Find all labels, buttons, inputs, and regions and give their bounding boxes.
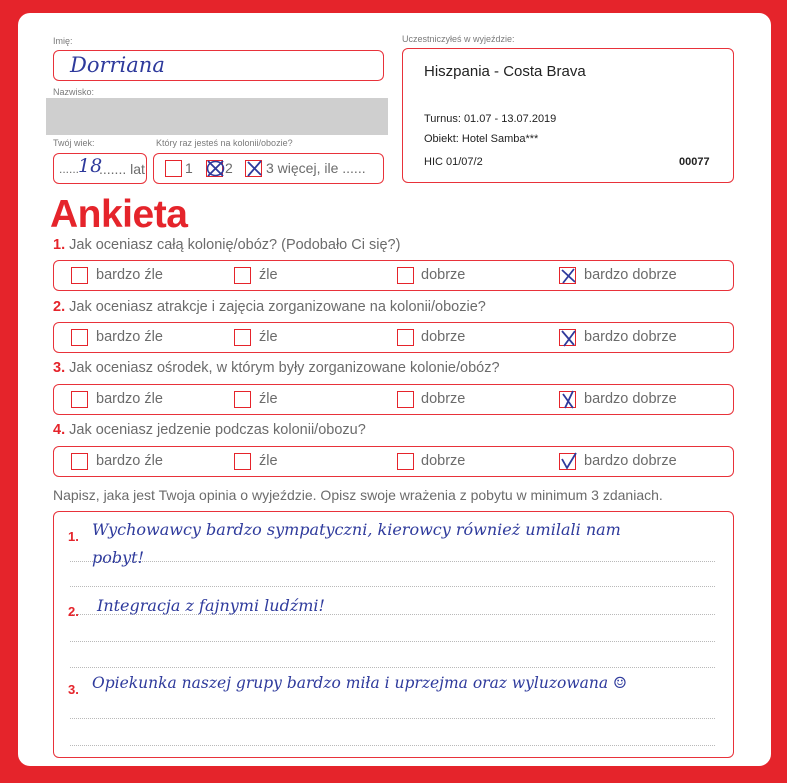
answer-2-num: 2. [68, 604, 79, 619]
question-2-options [53, 322, 734, 353]
q4-checkbox-zle[interactable] [234, 453, 251, 470]
answer-1-line1: Wychowawcy bardzo sympatyczni, kierowcy również umilali nam [92, 520, 621, 539]
answer-line [70, 745, 715, 746]
question-3-num: 3. [53, 360, 66, 376]
q4-label-dobrze: dobrze [421, 453, 466, 469]
question-4 [53, 422, 366, 438]
q4-label-zle: źle [259, 453, 278, 469]
q2-checkbox-dobrze[interactable] [397, 329, 414, 346]
q3-checkbox-dobrze[interactable] [397, 391, 414, 408]
survey-title: Ankieta [50, 193, 188, 236]
trip-number: 00077 [679, 156, 710, 168]
q1-label-dobrze: dobrze [421, 267, 466, 283]
opinion-prompt: Napisz, jaka jest Twoja opinia o wyjeździe. Opisz swoje wrażenia z pobytu w minimum 3 zdaniach. [53, 487, 663, 503]
cross-circle-mark-icon [205, 158, 226, 179]
q1-checkbox-bardzo-zle[interactable] [71, 267, 88, 284]
opinion-box[interactable] [53, 511, 734, 758]
times-checkbox-2[interactable] [206, 160, 223, 177]
question-3 [53, 360, 500, 376]
q4-checkbox-dobrze[interactable] [397, 453, 414, 470]
answer-1-num: 1. [68, 529, 79, 544]
q4-checkbox-bardzo-dobrze[interactable] [559, 453, 576, 470]
trip-destination: Hiszpania - Costa Brava [424, 63, 586, 80]
question-4-num: 4. [53, 422, 66, 438]
q4-checkbox-bardzo-zle[interactable] [71, 453, 88, 470]
answer-line [70, 561, 715, 562]
q3-label-dobrze: dobrze [421, 391, 466, 407]
answer-line [70, 667, 715, 668]
trip-code: HIC 01/07/2 [424, 156, 483, 168]
answer-3-line1: Opiekunka naszej grupy bardzo miła i uprzejma oraz wyluzowana ☺ [92, 674, 627, 692]
q1-checkbox-zle[interactable] [234, 267, 251, 284]
question-4-options [53, 446, 734, 477]
question-2 [53, 299, 486, 315]
answer-line [70, 718, 715, 719]
q1-checkbox-bardzo-dobrze[interactable] [559, 267, 576, 284]
age-suffix: ....... lat [99, 161, 145, 177]
q2-label-bardzo-dobrze: bardzo dobrze [584, 329, 677, 345]
trip-turnus: Turnus: 01.07 - 13.07.2019 [424, 113, 557, 125]
times-opt2-label: 2 [225, 160, 233, 176]
q2-label-zle: źle [259, 329, 278, 345]
q1-label-bardzo-zle: bardzo źle [96, 267, 163, 283]
question-1-num: 1. [53, 237, 66, 253]
times-opt1-label: 1 [185, 160, 193, 176]
cross-mark-icon [558, 327, 579, 348]
times-checkbox-1[interactable] [165, 160, 182, 177]
times-opt3-label: 3 więcej, ile ...... [266, 160, 366, 176]
cross-mark-icon [558, 389, 579, 410]
answer-1-line2: pobyt! [92, 548, 145, 567]
q3-checkbox-bardzo-zle[interactable] [71, 391, 88, 408]
q1-label-zle: źle [259, 267, 278, 283]
times-field [153, 153, 384, 184]
question-1-text: Jak oceniasz całą kolonię/obóz? (Podobało Ci się?) [69, 237, 401, 253]
cross-mark-icon [558, 265, 579, 286]
answer-line [70, 641, 715, 642]
cross-mark-icon [244, 158, 265, 179]
question-3-text: Jak oceniasz ośrodek, w którym były zorganizowane kolonie/obóz? [69, 360, 500, 376]
answer-2-line1: Integracja z fajnymi ludźmi! [97, 596, 325, 615]
age-label: Twój wiek: [53, 138, 95, 148]
question-2-text: Jak oceniasz atrakcje i zajęcia zorganizowane na kolonii/obozie? [69, 299, 486, 315]
surname-label: Nazwisko: [53, 87, 95, 97]
question-1 [53, 237, 400, 253]
q3-label-bardzo-zle: bardzo źle [96, 391, 163, 407]
times-checkbox-3[interactable] [245, 160, 262, 177]
name-field[interactable] [53, 50, 384, 81]
check-mark-icon [558, 451, 579, 472]
q4-label-bardzo-dobrze: bardzo dobrze [584, 453, 677, 469]
q2-label-bardzo-zle: bardzo źle [96, 329, 163, 345]
q3-checkbox-bardzo-dobrze[interactable] [559, 391, 576, 408]
name-label: Imię: [53, 36, 73, 46]
trip-obiekt: Obiekt: Hotel Samba*** [424, 133, 539, 145]
q4-label-bardzo-zle: bardzo źle [96, 453, 163, 469]
name-value: Dorriana [70, 53, 165, 77]
q3-checkbox-zle[interactable] [234, 391, 251, 408]
answer-line [70, 586, 715, 587]
trip-info-box [402, 48, 734, 183]
q1-label-bardzo-dobrze: bardzo dobrze [584, 267, 677, 283]
question-4-text: Jak oceniasz jedzenie podczas kolonii/obozu? [69, 422, 366, 438]
q2-checkbox-bardzo-dobrze[interactable] [559, 329, 576, 346]
question-3-options [53, 384, 734, 415]
q2-checkbox-bardzo-zle[interactable] [71, 329, 88, 346]
age-field[interactable] [53, 153, 147, 184]
answer-3-num: 3. [68, 682, 79, 697]
q2-label-dobrze: dobrze [421, 329, 466, 345]
question-2-num: 2. [53, 299, 66, 315]
trip-label: Uczestniczyłeś w wyjeździe: [402, 34, 515, 44]
age-value: 18 [78, 155, 103, 177]
times-label: Który raz jesteś na kolonii/obozie? [156, 138, 293, 148]
age-dots: ...... [59, 162, 80, 176]
q2-checkbox-zle[interactable] [234, 329, 251, 346]
surname-redacted [46, 98, 388, 135]
question-1-options [53, 260, 734, 291]
q3-label-zle: źle [259, 391, 278, 407]
q3-label-bardzo-dobrze: bardzo dobrze [584, 391, 677, 407]
q1-checkbox-dobrze[interactable] [397, 267, 414, 284]
